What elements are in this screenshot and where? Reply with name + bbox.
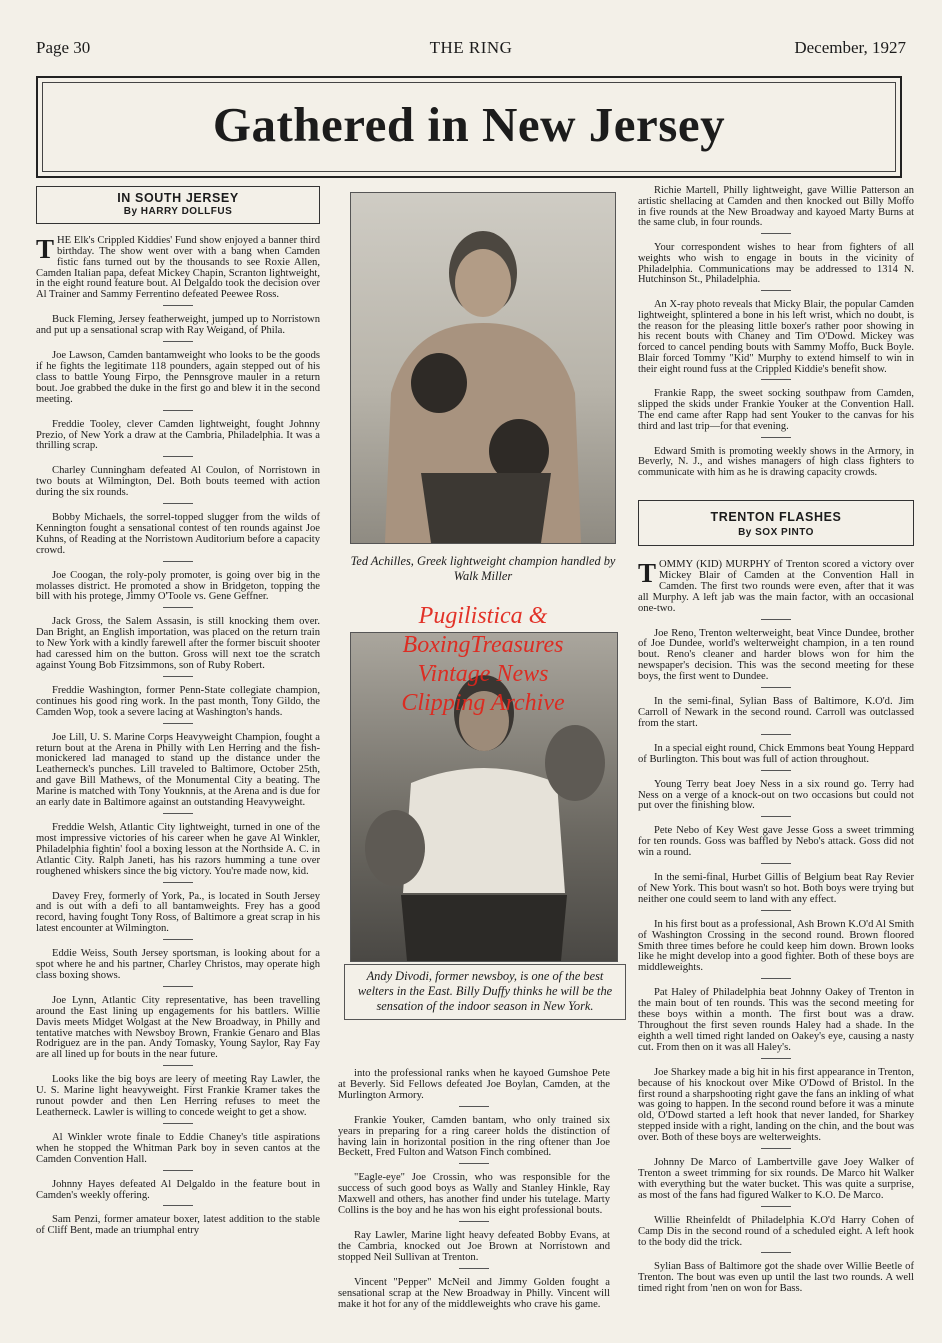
section-byline: By HARRY DOLLFUS [123, 205, 233, 217]
photo-ted-achilles [350, 192, 616, 544]
drop-cap: T [36, 233, 55, 264]
article-paragraph: Looks like the big boys are leery of meeting Ray Lawler, the U. S. Marine light heavyweight. First Frankie Kramer takes the runout powder and then Len Herring refuses to meet the Leatherneck. Lawler is willing to concede weight to get a show. [36, 1075, 320, 1124]
boxer-silhouette-1 [351, 193, 615, 543]
article-paragraph: Joe Coogan, the roly-poly promoter, is going over big in the molasses district. He promoted a show in Bridgeton, topping the bill with his protege, Jimmy O'Toole vs. Gene Geffner. [36, 571, 320, 609]
issue-date: December, 1927 [794, 38, 906, 57]
article-paragraph: Vincent "Pepper" McNeil and Jimmy Golden fought a sensational scrap at the New Broadway in Philly. Vincent will make it hot for any of the middleweights who crave his game. [338, 1276, 610, 1310]
running-header [36, 38, 906, 60]
article-paragraph: Bobby Michaels, the sorrel-topped slugger from the wilds of Kennington fought a sensational contest of ten rounds against Joe Kuhns, of Reading at the Norristown Auditorium before a capacity crowd. [36, 513, 320, 562]
trenton-heading-box [638, 500, 914, 546]
article-paragraph: In his first bout as a professional, Ash Brown K.O'd Al Smith of Washington Crossing in the second round. Brown floored Smith three times before he could keep him down. Brown looks like he might develop into a good fighter. Both of these boys are middleweights. [638, 920, 914, 980]
article-paragraph: In the semi-final, Hurbet Gillis of Belgium beat Ray Revier of New York. This bout wasn't so hot. Both boys were trying but neither one could seem to land with any effect. [638, 873, 914, 911]
article-paragraph: Pat Haley of Philadelphia beat Johnny Oakey of Trenton in the main bout of ten rounds. This was the second meeting for these boys within a month. The first bout was a draw. Throughout the first seven rounds Haley had a shade. In the eighth a well timed right landed on Oakey's eye, causing a nasty cut. From then on it was all Haley's. [638, 988, 914, 1058]
magazine-name: THE RING [429, 38, 513, 57]
trenton-column [638, 560, 914, 1304]
article-paragraph: An X-ray photo reveals that Micky Blair, the popular Camden lightweight, splintered a bone in his left wrist, which no doubt, is the reason for the pleasing little boxer's rather poor showing in his recent bouts with Chaney and Tim O'Dowd. Mickey was forced to cancel pending bouts with Sammy Moffo, Buck Boyle. Blair forced Tommy "Kid" Murphy to extend himself to win in their eight round fuss at the Crippled Kiddie's benefit show. [638, 300, 914, 380]
article-paragraph: Johnny De Marco of Lambertville gave Joey Walker of Trenton a sweet trimming for six rounds. De Marco hit Walker with everything but the water bucket. This was quite a surprise, as most of the fans had figured Walker to K.O. De Marco. [638, 1158, 914, 1207]
article-paragraph: "Eagle-eye" Joe Crossin, who was responsible for the success of such good boys as Wally and Stanley Hinkle, Ray Maxwell and others, has another find under his tutelage. Marty Collins is the boy and he has won his eight professional bouts. [338, 1173, 610, 1222]
article-paragraph: Joe Lill, U. S. Marine Corps Heavyweight Champion, fought a return bout at the Arena in Philly with Len Herring and the fish-monickered lad managed to stand up the distance under the Leatherneck's punches. Lill traveled to Baltimore, October 25th, and gave Bill Mathews, of the Monumental City a beating. The Marine is matched with Tony Youknnis, at the Arena and is due for an early date in Baltimore against an outstanding Heavyweight. [36, 733, 320, 814]
trenton-paragraphs [638, 629, 914, 1296]
photo2-caption: Andy Divodi, former newsboy, is one of the best welters in the East. Billy Duffy thinks he will be the sensation of the indoor season in New York. [344, 964, 626, 1020]
article-paragraph: Sylian Bass of Baltimore got the shade over Willie Beetle of Trenton. The bout was even up until the last two rounds. A well timed right from 'nen on won for Bass. [638, 1261, 914, 1295]
title-box [36, 76, 902, 178]
trenton-heading: TRENTON FLASHES [710, 510, 842, 524]
article-paragraph: into the professional ranks when he kayoed Gumshoe Pete at Beverly. Sid Fellows defeated Joe Boylan, Camden, at the Murlington Armory. [338, 1069, 610, 1107]
drop-cap: T [638, 558, 657, 588]
article-paragraph: Joe Reno, Trenton welterweight, beat Vince Dundee, brother of Joe Dundee, world's welterweight champion, in a ten round bout. Reno's cleaner and harder blows won for him the newspaper's decision. This was the second meeting for these boys, the first went to Dundee. [638, 629, 914, 689]
photo1-caption: Ted Achilles, Greek lightweight champion handled by Walk Miller [350, 554, 616, 583]
article-paragraph: Young Terry beat Joey Ness in a six round go. Terry had Ness on a verge of a knock-out on two occasions but could not put over the finishing blow. [638, 780, 914, 818]
trenton-lead-paragraph: TOMMY (KID) MURPHY of Trenton scored a victory over Mickey Blair of Camden at the Convention Hall in Camden. The first two rounds were even, after that it was all Murphy. A left jab was the main factor, with an occasional one-two. [638, 560, 914, 620]
article-paragraph: In the semi-final, Sylian Bass of Baltimore, K.O'd. Jim Carroll of Newark in the second round. Carroll was outclassed from the start. [638, 697, 914, 735]
article-paragraph: Ray Lawler, Marine light heavy defeated Bobby Evans, at the Cambria, knocked out Joe Brown at Norristown and stopped Neil Sullivan at Trenton. [338, 1231, 610, 1269]
article-paragraph: Jack Gross, the Salem Assasin, is still knocking them over. Dan Bright, an English importation, was placed on the return train to New York with a kindly farewell after the former biscuit shooter had caressed him on the button. Gross will next toe the scratch against Young Bob Fitzsimmons, son of Ruby Robert. [36, 617, 320, 677]
south-jersey-paragraphs [36, 315, 320, 1237]
article-paragraph: Joe Lawson, Camden bantamweight who looks to be the goods if he fights the legitimate 118 pounders, again stepped out of his class to battle Young Firpo, the Pennsgrove mauler in a return bout. Joe grabbed the duke in the first go and blew it in the second meeting. [36, 351, 320, 411]
page-title: Gathered in New Jersey [212, 97, 726, 152]
article-paragraph: Your correspondent wishes to hear from fighters of all weights who wish to engage in bouts in the vicinity of Philadelphia. Communications may be addressed to 1314 N. Hutchinson St., Philadelphia. [638, 243, 914, 291]
article-paragraph: Willie Rheinfeldt of Philadelphia K.O'd Harry Cohen of Camp Dis in the second round of a scheduled eight. A left hook to the body did the trick. [638, 1216, 914, 1254]
article-paragraph: Al Winkler wrote finale to Eddie Chaney's title aspirations when he stopped the Whitman Park boy in seven cantos at the Camden Convention Hall. [36, 1133, 320, 1171]
trenton-byline: By SOX PINTO [738, 527, 814, 538]
south-jersey-column [36, 186, 320, 1246]
article-paragraph: Frankie Rapp, the sweet socking southpaw from Camden, slipped the skids under Frankie Youker at the Convention Hall. The end came after Rapp had sent Youker to the canvas for his third and last trip—for that evening. [638, 389, 914, 437]
article-paragraph: Davey Frey, formerly of York, Pa., is located in South Jersey and is out with a defi to all bantamweights. Frey has a good record, having fought Tony Ross, of Baltimore a great scrap in his latest encounter at Wilmington. [36, 892, 320, 941]
article-paragraph: Buck Fleming, Jersey featherweight, jumped up to Norristown and put up a sensational scrap with Ray Weigand, of Phila. [36, 315, 320, 342]
article-paragraph: Freddie Tooley, clever Camden lightweight, fought Johnny Prezio, of New York a draw at the Cambria, Philadelphia. It was a thrilling scrap. [36, 420, 320, 458]
article-paragraph: In a special eight round, Chick Emmons beat Young Heppard of Burlington. This bout was full of action throughout. [638, 744, 914, 771]
right-column-top [638, 186, 914, 488]
article-paragraph: Richie Martell, Philly lightweight, gave Willie Patterson an artistic shellacing at Camden and then knocked out Billy Moffo in five rounds at the New Broadway and kayoed Marty Burns at the same club, in four rounds. [638, 186, 914, 234]
article-paragraph: Eddie Weiss, South Jersey sportsman, is looking about for a spot where he and his partner, Charley Christos, may operate high class boxing shows. [36, 949, 320, 987]
article-paragraph: Frankie Youker, Camden bantam, who only trained six years in preparing for a ring career holds the distinction of having lain in horizontal position in the ring oftener than Joe Beckett, Fred Fulton and Watson Finch combined. [338, 1116, 610, 1165]
article-paragraph: Joe Sharkey made a big hit in his first appearance in Trenton, because of his knockout over Mike O'Dowd of Bristol. In the first round a sharpshooting right gave the fans an inkling of what was going to happen. In the second round before it was a minute old, O'Dowd started a left hook that never landed, for Sharkey stepped inside with a right, landing on the chin, and the bout was over. Both of these boys are welterweights. [638, 1068, 914, 1149]
archive-watermark: Pugilistica & BoxingTreasures Vintage News Clipping Archive [401, 603, 565, 716]
article-paragraph: Freddie Welsh, Atlantic City lightweight, turned in one of the most impressive victories of his career when he gave Al Winkler, Philadelphia fightin' fool a boxing lesson at the Northside A. C. in Atlantic City. Ralph Janeti, has his razors humming a tune over roughened whiskers since the big victory. You're made now, kid. [36, 823, 320, 883]
article-paragraph: Johnny Hayes defeated Al Delgaldo in the feature bout in Camden's weekly offering. [36, 1180, 320, 1207]
article-paragraph: Charley Cunningham defeated Al Coulon, of Norristown in two bouts at Wilmington, Del. Both bouts teemed with action during the six rounds. [36, 466, 320, 504]
south-jersey-heading-box [36, 186, 320, 224]
article-paragraph: Freddie Washington, former Penn-State collegiate champion, continues his good ring work. In the past month, Tony Gildo, the Camden Wop, took a severe lacing at Washington's hands. [36, 686, 320, 724]
article-paragraph: Joe Lynn, Atlantic City representative, has been travelling around the East lining up engagements for his battlers. Willie Davis meets Midget Wolgast at the New Broadway, in Philly and tentative matches with Newsboy Brown, Frankie Genaro and Blas Rodriguez are in the pan. Andy Tomasky, Young Saylor, Ray Fay are all lined up for bouts in the near future. [36, 996, 320, 1066]
article-paragraph: Sam Penzi, former amateur boxer, latest addition to the stable of Cliff Bent, made an triumphal entry [36, 1214, 320, 1237]
lead-paragraph: THE Elk's Crippled Kiddies' Fund show enjoyed a banner third birthday. The show went over with a bang when Camden fistic fans turned out by the thousands to see Roxie Allen, Camden Italian papa, defeat Mickey Chapin, Scranton lightweight, in the eight round feature bout. Al Delgaldo took the decision over Al Trainer and Sammy Ferrentino defeated Peewee Ross. [36, 236, 320, 306]
article-paragraph: Pete Nebo of Key West gave Jesse Goss a sweet trimming for ten rounds. Goss was baffled by Nebo's attack. Goss did not win a round. [638, 826, 914, 864]
page-number: Page 30 [36, 38, 91, 57]
middle-column-text [338, 1069, 610, 1319]
article-paragraph: Edward Smith is promoting weekly shows in the Armory, in Beverly, N. J., and wishes managers of high class fighters to communicate with him as he is drawing capacity crowds. [638, 445, 914, 479]
section-heading: IN SOUTH JERSEY [117, 191, 239, 205]
